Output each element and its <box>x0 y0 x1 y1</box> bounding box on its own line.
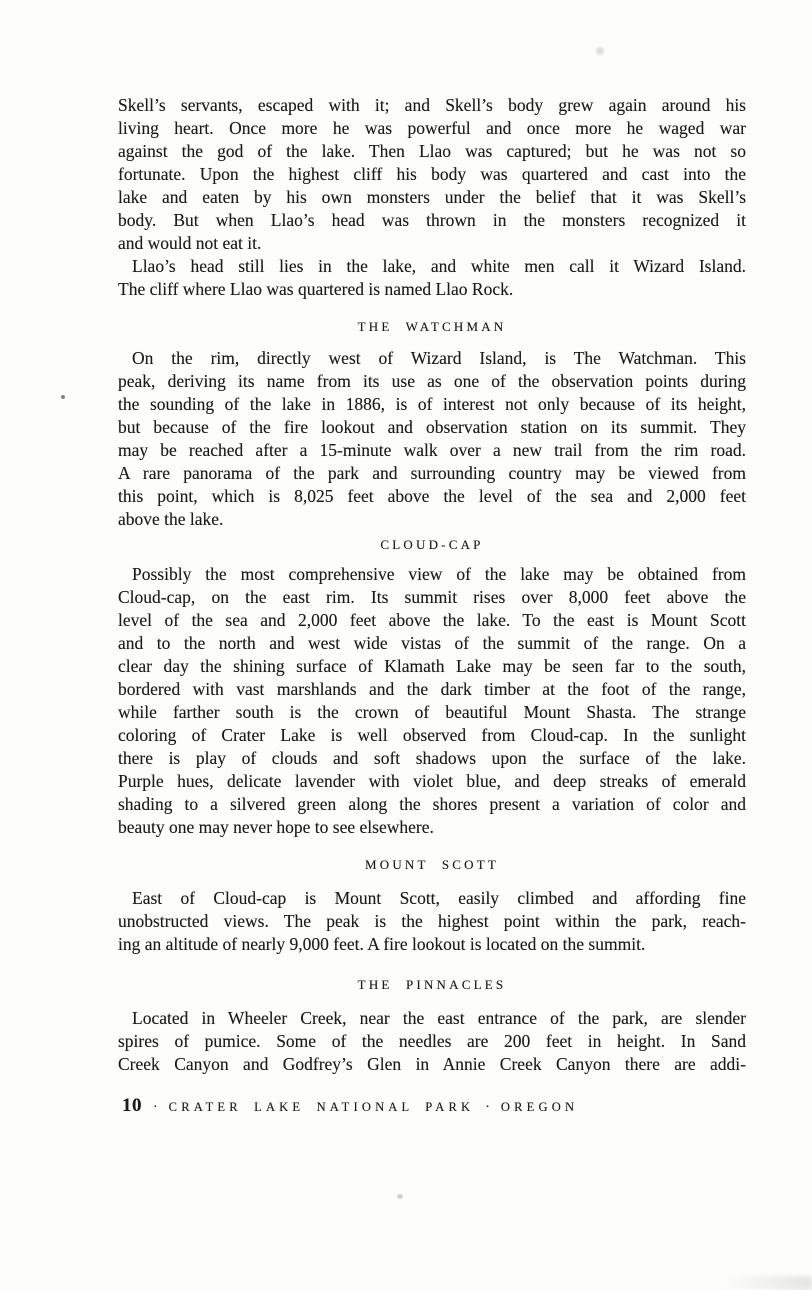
section-the-watchman <box>118 319 746 531</box>
text-line: body. But when Llao’s head was thrown in the monsters recognized it <box>118 210 746 230</box>
footer-region: OREGON <box>500 1100 579 1114</box>
footer-separator-dot: · <box>485 1100 490 1115</box>
text-line: Possibly the most comprehensive view of the lake may be obtained from <box>132 564 746 584</box>
text-line: against the god of the lake. Then Llao was captured; but he was not so <box>118 141 746 161</box>
text-line: Llao’s head still lies in the lake, and white men call it Wizard Island. <box>132 256 746 276</box>
text-line: beauty one may never hope to see elsewhere. <box>118 817 434 837</box>
text-line: On the rim, directly west of Wizard Island, is The Watchman. This <box>132 348 746 368</box>
text-line: coloring of Crater Lake is well observed from Cloud-cap. In the sunlight <box>118 725 746 745</box>
text-line: Creek Canyon and Godfrey’s Glen in Annie Creek Canyon there are addi- <box>118 1054 746 1074</box>
text-line: living heart. Once more he was powerful and once more he waged war <box>118 118 746 138</box>
text-block <box>118 94 746 1076</box>
section-the-pinnacles <box>118 977 746 1076</box>
text-line: Located in Wheeler Creek, near the east entrance of the park, are slender <box>132 1008 746 1028</box>
scan-smudge <box>722 1276 812 1290</box>
text-line: shading to a silvered green along the shores present a variation of color and <box>118 794 746 814</box>
text-line: bordered with vast marshlands and the dark timber at the foot of the range, <box>118 679 746 699</box>
text-line: Skell’s servants, escaped with it; and Skell’s body grew again around his <box>118 95 746 115</box>
text-line: and to the north and west wide vistas of the summit of the range. On a <box>118 633 746 653</box>
text-line: this point, which is 8,025 feet above the level of the sea and 2,000 feet <box>118 486 746 506</box>
text-line: unobstructed views. The peak is the highest point within the park, reach- <box>118 911 746 931</box>
paragraph <box>118 563 746 839</box>
section-intro <box>118 94 746 301</box>
text-line: above the lake. <box>118 509 224 529</box>
section-heading: THE WATCHMAN <box>357 319 507 334</box>
text-line: A rare panorama of the park and surrounding country may be viewed from <box>118 463 746 483</box>
section-heading: THE PINNACLES <box>357 977 507 992</box>
paragraph <box>118 347 746 531</box>
paragraph <box>118 1007 746 1076</box>
text-line: East of Cloud-cap is Mount Scott, easily climbed and affording fine <box>132 888 746 908</box>
text-line: ing an altitude of nearly 9,000 feet. A fire lookout is located on the summit. <box>118 934 646 954</box>
scan-speck <box>61 395 65 399</box>
text-line: while farther south is the crown of beautiful Mount Shasta. The strange <box>118 702 746 722</box>
text-line: Cloud-cap, on the east rim. Its summit rises over 8,000 feet above the <box>118 587 746 607</box>
page-number: 10 <box>122 1095 142 1116</box>
text-line: and would not eat it. <box>118 233 262 253</box>
text-line: lake and eaten by his own monsters under the belief that it was Skell’s <box>118 187 746 207</box>
section-cloud-cap <box>118 537 746 839</box>
section-heading: CLOUD-CAP <box>380 537 484 552</box>
footer-separator-dot: · <box>153 1100 158 1115</box>
section-mount-scott <box>118 857 746 956</box>
paragraph <box>118 887 746 956</box>
text-line: clear day the shining surface of Klamath Lake may be seen far to the south, <box>118 656 746 676</box>
paragraph <box>118 94 746 255</box>
text-line: fortunate. Upon the highest cliff his body was quartered and cast into the <box>118 164 746 184</box>
text-line: level of the sea and 2,000 feet above the lake. To the east is Mount Scott <box>118 610 746 630</box>
text-line: the sounding of the lake in 1886, is of interest not only because of its height, <box>118 394 746 414</box>
text-line: The cliff where Llao was quartered is named Llao Rock. <box>118 279 514 299</box>
page-footer <box>122 1095 578 1117</box>
text-line: Purple hues, delicate lavender with violet blue, and deep streaks of emerald <box>118 771 746 791</box>
scan-speck <box>397 1194 403 1199</box>
text-line: peak, deriving its name from its use as one of the observation points during <box>118 371 746 391</box>
section-heading: MOUNT SCOTT <box>364 857 500 872</box>
paragraph <box>118 255 746 301</box>
footer-book-title: CRATER LAKE NATIONAL PARK <box>168 1100 475 1114</box>
text-line: may be reached after a 15-minute walk over a new trail from the rim road. <box>118 440 746 460</box>
text-line: but because of the fire lookout and observation station on its summit. They <box>118 417 746 437</box>
text-line: there is play of clouds and soft shadows upon the surface of the lake. <box>118 748 746 768</box>
text-line: spires of pumice. Some of the needles are 200 feet in height. In Sand <box>118 1031 746 1051</box>
scan-speck <box>596 47 604 55</box>
